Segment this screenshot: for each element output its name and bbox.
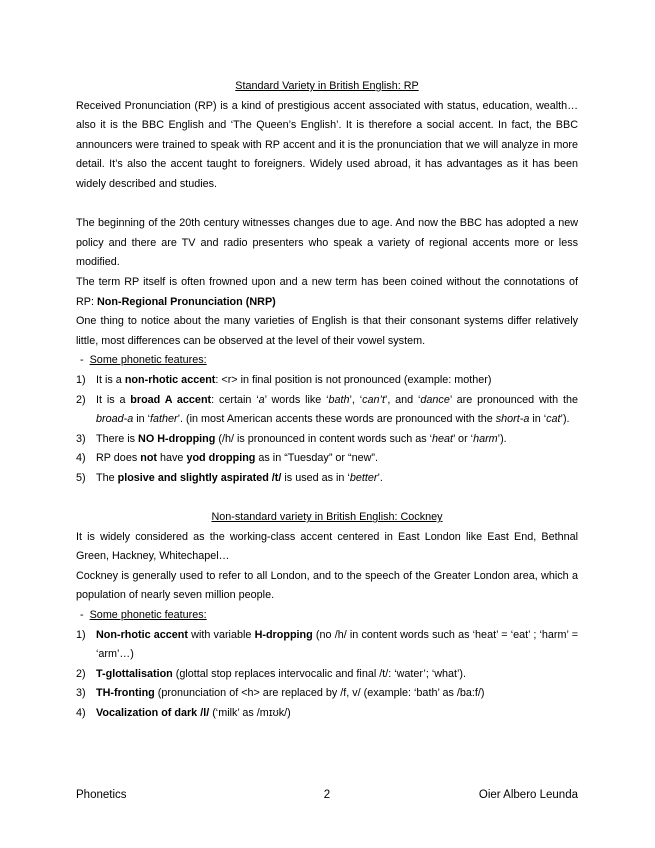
list-number: 4) <box>76 452 86 465</box>
text-run: The <box>96 471 118 484</box>
paragraph: Cockney is generally used to refer to all London, and to the speech of the Greater London area, which a population of nearly seven million people. <box>76 569 578 602</box>
text-run: in ‘ <box>529 413 547 426</box>
list-item <box>76 430 578 450</box>
italic-term: heat <box>432 432 454 445</box>
text-run: (glottal stop replaces intervocalic and final /t/: ‘water’; ‘what’). <box>172 667 467 680</box>
list-text <box>96 430 578 450</box>
dash: - <box>80 354 84 367</box>
italic-term: harm <box>473 432 498 445</box>
text-run: as in “Tuesday” or “new”. <box>255 452 379 465</box>
list-text <box>96 391 578 430</box>
italic-term: father <box>150 413 178 426</box>
text-run: in ‘ <box>133 413 151 426</box>
text-run: (no /h/ in content words such as ‘heat’ = ‘eat’ ; ‘harm’ = ‘arm’…) <box>96 628 579 661</box>
paragraph: The beginning of the 20th century witnesses changes due to age. And now the BBC has adopted a new policy and there are TV and radio presenters who speak a variety of regional accents more or less modified. <box>76 217 578 269</box>
section-heading-rp: Standard Variety in British English: RP <box>235 80 419 92</box>
subheading <box>76 606 578 626</box>
subheading-label: Some phonetic features: <box>89 354 207 367</box>
text-run: It is a <box>96 393 131 406</box>
list-item <box>76 469 578 489</box>
italic-term: short-a <box>495 413 530 426</box>
list-text <box>96 665 578 685</box>
spacer <box>76 195 578 215</box>
text-run: (‘milk’ as /mɪʊk/) <box>209 707 291 719</box>
list-text <box>96 371 578 391</box>
list-number: 5) <box>76 471 86 484</box>
italic-term: can’t <box>362 393 385 406</box>
bold-term: plosive and slightly aspirated /t/ <box>117 471 282 484</box>
list-number: 2) <box>76 667 86 680</box>
text-run: : certain ‘ <box>211 393 259 406</box>
bold-term: not <box>140 452 158 465</box>
bold-term: Non-Regional Pronunciation (NRP) <box>97 295 276 308</box>
list-text <box>96 469 578 489</box>
text-run: ’. (in most American accents these words are pronounced with the <box>177 413 496 426</box>
section-heading-cockney: Non-standard variety in British English: Cockney <box>211 511 443 524</box>
text-run: ’ or ‘ <box>453 432 474 445</box>
bold-term: H-dropping <box>254 628 313 641</box>
paragraph: Received Pronunciation (RP) is a kind of prestigious accent associated with status, education, wealth… also it is the BBC English and ‘The Queen’s English’. It is therefore a social accent. In fact, the BBC announcers were trained to speak with RP accent and it is the pronunciation that we will analyze in more detail. It’s also the accent taught to foreigners. Widely used abroad, it has advantages as it has been widely described and studies. <box>76 99 578 190</box>
list-number: 3) <box>76 687 86 700</box>
text-run: is used as in ‘ <box>281 471 350 484</box>
list-text <box>96 626 578 665</box>
list-number: 1) <box>76 373 86 386</box>
bold-term: broad A accent <box>130 393 212 406</box>
list-text <box>96 704 578 724</box>
text-run: RP does <box>96 452 141 465</box>
bold-term: Vocalization of dark /l/ <box>96 707 210 719</box>
list-number: 1) <box>76 628 86 641</box>
footer-course: Phonetics <box>76 789 127 801</box>
text-run: ’). <box>497 432 507 445</box>
italic-term: a <box>258 393 265 406</box>
list-item <box>76 449 578 469</box>
text-run: ’, ‘ <box>349 393 363 406</box>
subheading <box>76 351 578 371</box>
page-number: 2 <box>323 789 331 801</box>
list-text <box>96 449 578 469</box>
text-run: ’ are pronounced with the <box>449 393 578 406</box>
text-run: ’, and ‘ <box>384 393 421 406</box>
text-run: It is a <box>96 373 125 386</box>
bold-term: T-glottalisation <box>96 667 173 680</box>
paragraph: One thing to notice about the many varieties of English is that their consonant systems differ relatively little, most differences can be observed at the level of their vowel system. <box>76 315 578 347</box>
bold-term: NO H-dropping <box>138 432 216 445</box>
subheading-label: Some phonetic features: <box>89 609 207 622</box>
list-number: 3) <box>76 432 86 445</box>
list-item <box>76 704 578 724</box>
list-number: 4) <box>76 707 86 719</box>
bold-term: non-rhotic accent <box>124 373 216 386</box>
list-item <box>76 626 578 665</box>
list-item <box>76 684 578 704</box>
bold-term: yod dropping <box>186 452 256 465</box>
text-run: with variable <box>187 628 255 641</box>
list-number: 2) <box>76 393 86 406</box>
page-body <box>76 77 578 724</box>
text-run: ’). <box>560 413 570 426</box>
bold-term: Non-rhotic accent <box>96 628 188 641</box>
text-run: have <box>157 452 187 465</box>
footer-author: Oier Albero Leunda <box>478 789 578 801</box>
italic-term: dance <box>420 393 450 406</box>
text-run: There is <box>96 432 139 445</box>
text-run: (/h/ is pronounced in content words such as ‘ <box>215 432 433 445</box>
italic-term: better <box>349 471 378 484</box>
list-item <box>76 665 578 685</box>
list-item <box>76 371 578 391</box>
italic-term: cat <box>546 413 561 426</box>
bold-term: TH-fronting <box>96 687 155 700</box>
text-run: ’ words like ‘ <box>264 393 329 406</box>
text-run: : <r> in final position is not pronounced (example: mother) <box>215 373 492 386</box>
italic-term: broad-a <box>96 413 134 426</box>
dash: - <box>80 609 84 622</box>
list-item <box>76 391 578 430</box>
italic-term: bath <box>328 393 350 406</box>
paragraph: It is widely considered as the working-class accent centered in East London like East End, Bethnal Green, Hackney, Whitechapel… <box>76 530 578 563</box>
text-run: The term RP itself is often frowned upon and a new term has been coined without the connotations of RP: <box>76 275 578 308</box>
list-text <box>96 684 578 704</box>
paragraph <box>76 273 578 312</box>
text-run: (pronunciation of <h> are replaced by /f, v/ (example: ‘bath’ as /ba:f/) <box>154 687 485 700</box>
text-run: ’. <box>377 471 383 484</box>
